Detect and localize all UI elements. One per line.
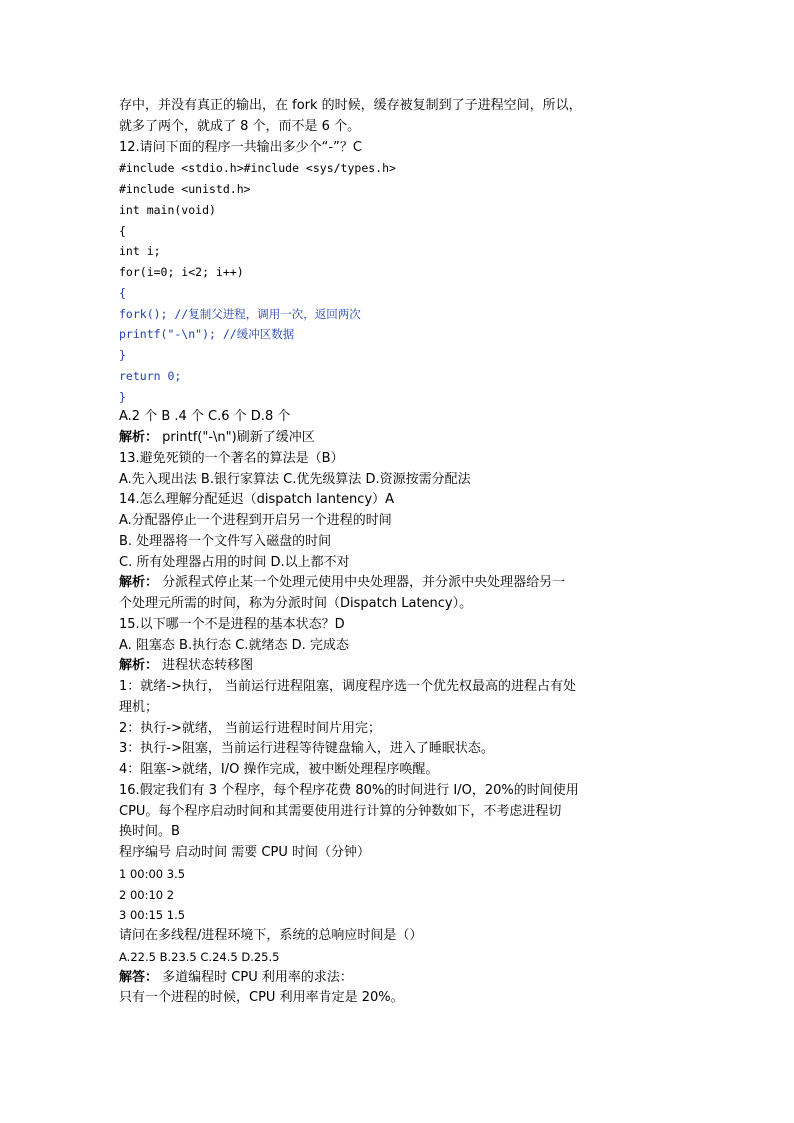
question-16: 16.假定我们有 3 个程序，每个程序花费 80%的时间进行 I/O，20%的时间使用 (119, 782, 579, 798)
code-line: #include <unistd.h> (119, 182, 251, 196)
text-line: 存中，并没有真正的输出，在 fork 的时候，缓存被复制到了子进程空间，所以， (119, 98, 582, 113)
code-line: } (119, 389, 126, 404)
answer-options: A. 阻塞态 B.执行态 C.就绪态 D. 完成态 (119, 637, 349, 653)
question-13: 13.避免死锁的一个著名的算法是（B） (119, 450, 344, 466)
question-15: 15.以下哪一个不是进程的基本状态？D (119, 616, 345, 632)
question-12: 12.请问下面的程序一共输出多少个“-”？C (119, 139, 362, 155)
text-line: 4：阻塞->就绪，I/O 操作完成，被中断处理程序唤醒。 (119, 762, 439, 777)
text-line: 只有一个进程的时候，CPU 利用率肯定是 20%。 (119, 990, 404, 1006)
text-line: 请问在多线程/进程环境下，系统的总响应时间是（） (119, 928, 423, 943)
code-line: printf("-\n"); //缓冲区数据 (119, 327, 295, 342)
analysis-text: 分派程式停止某一个处理元使用中央处理器，并分派中央处理器给另一 (162, 575, 566, 591)
code-line: } (119, 348, 126, 362)
code-line: int i; (119, 244, 161, 259)
text-line: 就多了两个，就成了 8 个，而不是 6 个。 (119, 118, 361, 134)
code-line: return 0; (119, 368, 182, 383)
answer-options: A.2 个 B .4 个 C.6 个 D.8 个 (119, 409, 291, 425)
table-row: 3 00:15 1.5 (119, 908, 186, 923)
table-row: 2 00:10 2 (119, 887, 175, 902)
answer-line (119, 968, 639, 989)
answer-option: B. 处理器将一个文件写入磁盘的时间 (119, 533, 332, 549)
analysis-line (119, 428, 639, 449)
answer-option: C. 所有处理器占用的时间 D.以上都不对 (119, 554, 350, 570)
analysis-label: 解析： (119, 430, 159, 445)
analysis-line (119, 573, 639, 594)
analysis-label: 解析： (119, 575, 159, 591)
text-line: 个处理元所需的时间，称为分派时间（Dispatch Latency）。 (119, 596, 473, 611)
code-line: { (119, 223, 126, 238)
text-line: 理机； (119, 699, 159, 715)
analysis-line (119, 656, 639, 677)
analysis-label: 解析： (119, 658, 159, 674)
document-page (119, 96, 639, 1009)
code-line: fork(); //复制父进程，调用一次，返回两次 (119, 306, 361, 321)
answer-options: A.22.5 B.23.5 C.24.5 D.25.5 (119, 949, 280, 964)
answer-label: 解答： (119, 969, 159, 985)
answer-option: A.分配器停止一个进程到开启另一个进程的时间 (119, 513, 392, 528)
code-line: { (119, 285, 126, 300)
text-line: 3：执行->阻塞，当前运行进程等待键盘输入，进入了睡眠状态。 (119, 741, 494, 757)
text-line: 2：执行->就绪， 当前运行进程时间片用完； (119, 720, 381, 736)
code-line: int main(void) (119, 202, 216, 217)
answer-options: A.先入现出法 B.银行家算法 C.优先级算法 D.资源按需分配法 (119, 471, 471, 487)
text-line: CPU。每个程序启动时间和其需要使用进行计算的分钟数如下，不考虑进程切 (119, 803, 562, 819)
answer-text: 多道编程时 CPU 利用率的求法： (162, 969, 353, 985)
text-line: 1：就绪->执行， 当前运行进程阻塞，调度程序选一个优先权最高的进程占有处 (119, 679, 576, 694)
question-14: 14.怎么理解分配延迟（dispatch lantency）A (119, 492, 395, 508)
table-row: 1 00:00 3.5 (119, 866, 186, 881)
text-line: 换时间。B (119, 824, 180, 840)
table-header: 程序编号 启动时间 需要 CPU 时间（分钟） (119, 845, 370, 860)
code-line: for(i=0; i<2; i++) (119, 265, 244, 279)
analysis-text: 进程状态转移图 (162, 658, 254, 674)
analysis-text: printf("-\n")刷新了缓冲区 (162, 430, 315, 445)
code-line: #include <stdio.h>#include <sys/types.h> (119, 161, 396, 176)
